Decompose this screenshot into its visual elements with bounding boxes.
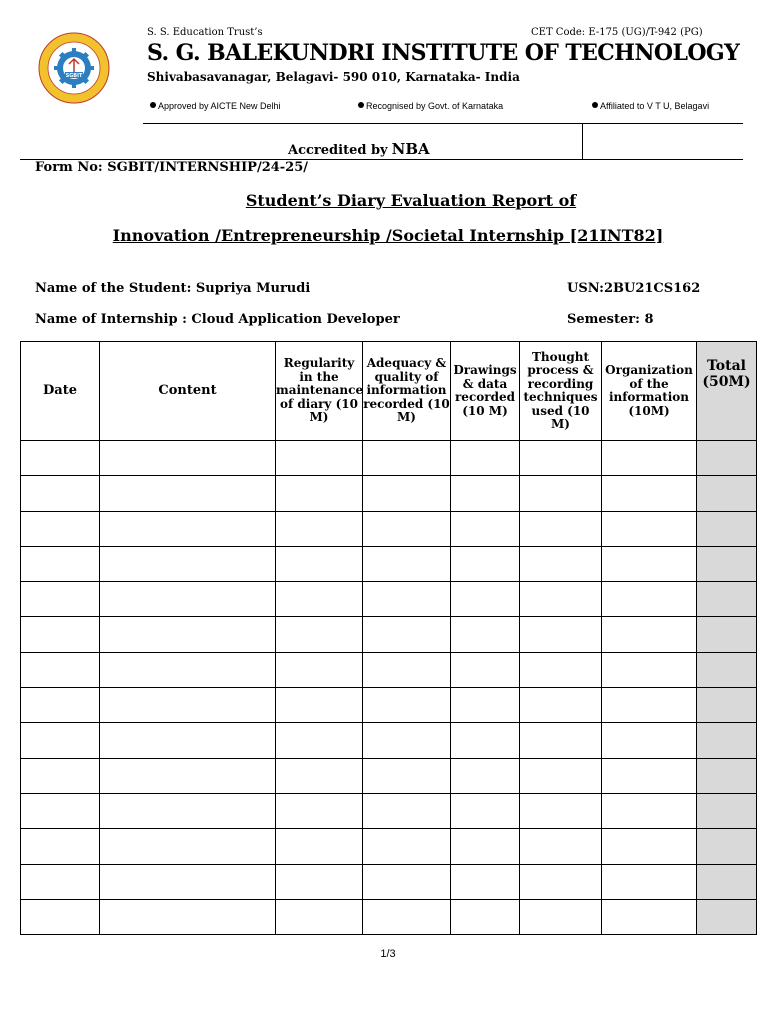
table-cell[interactable] — [363, 723, 451, 758]
college-address: Shivabasavanagar, Belagavi- 590 010, Karnataka- India — [147, 70, 520, 84]
form-number: Form No: SGBIT/INTERNSHIP/24-25/ — [35, 160, 309, 175]
table-row — [21, 688, 757, 723]
table-cell[interactable] — [451, 652, 520, 687]
bullet-icon — [358, 102, 364, 108]
table-cell[interactable] — [520, 511, 602, 546]
total-cell[interactable] — [697, 793, 757, 828]
table-cell[interactable] — [363, 617, 451, 652]
table-cell[interactable] — [363, 511, 451, 546]
table-cell[interactable] — [602, 652, 697, 687]
table-cell[interactable] — [21, 617, 100, 652]
table-row — [21, 864, 757, 899]
evaluation-table — [20, 341, 757, 935]
table-cell[interactable] — [21, 652, 100, 687]
table-cell[interactable] — [602, 899, 697, 934]
table-cell[interactable] — [363, 652, 451, 687]
table-cell[interactable] — [520, 829, 602, 864]
table-cell[interactable] — [363, 688, 451, 723]
table-row — [21, 617, 757, 652]
table-cell[interactable] — [276, 617, 363, 652]
table-cell[interactable] — [520, 723, 602, 758]
table-cell[interactable] — [451, 864, 520, 899]
table-cell[interactable] — [276, 441, 363, 476]
total-cell[interactable] — [697, 511, 757, 546]
table-cell[interactable] — [21, 546, 100, 581]
student-usn: USN:2BU21CS162 — [567, 281, 701, 296]
header-divider-top — [143, 123, 743, 124]
table-cell[interactable] — [100, 829, 276, 864]
table-cell[interactable] — [520, 864, 602, 899]
total-cell[interactable] — [697, 546, 757, 581]
student-name: Name of the Student: Supriya Murudi — [35, 281, 311, 296]
column-header-date: Date — [21, 342, 100, 441]
table-cell[interactable] — [602, 441, 697, 476]
accreditation-body: NBA — [391, 140, 430, 158]
bullet-icon — [150, 102, 156, 108]
table-cell[interactable] — [276, 546, 363, 581]
table-cell[interactable] — [276, 511, 363, 546]
table-row — [21, 582, 757, 617]
table-cell[interactable] — [520, 652, 602, 687]
column-header-content: Content — [100, 342, 276, 441]
college-name: S. G. BALEKUNDRI INSTITUTE OF TECHNOLOGY — [147, 40, 740, 66]
table-cell[interactable] — [276, 793, 363, 828]
table-cell[interactable] — [21, 793, 100, 828]
table-cell[interactable] — [21, 476, 100, 511]
affiliation-label: Recognised by Govt. of Karnataka — [366, 101, 504, 111]
table-cell[interactable] — [363, 758, 451, 793]
table-cell[interactable] — [520, 899, 602, 934]
table-cell[interactable] — [520, 476, 602, 511]
table-cell[interactable] — [602, 864, 697, 899]
table-cell[interactable] — [276, 652, 363, 687]
table-cell[interactable] — [100, 617, 276, 652]
table-header-row — [21, 342, 757, 441]
column-header-adequacy: Adequacy & quality of information recorded (10 M) — [363, 342, 451, 441]
table-cell[interactable] — [602, 758, 697, 793]
total-cell[interactable] — [697, 899, 757, 934]
table-cell[interactable] — [602, 546, 697, 581]
total-cell[interactable] — [697, 476, 757, 511]
table-cell[interactable] — [451, 582, 520, 617]
table-cell[interactable] — [21, 582, 100, 617]
table-cell[interactable] — [100, 582, 276, 617]
table-cell[interactable] — [276, 476, 363, 511]
table-row — [21, 829, 757, 864]
affiliation-govt — [358, 101, 503, 111]
table-cell[interactable] — [100, 758, 276, 793]
table-cell[interactable] — [451, 793, 520, 828]
table-row — [21, 723, 757, 758]
total-cell[interactable] — [697, 688, 757, 723]
table-cell[interactable] — [451, 723, 520, 758]
table-cell[interactable] — [100, 511, 276, 546]
header-divider-vertical — [582, 123, 583, 160]
table-row — [21, 511, 757, 546]
table-cell[interactable] — [520, 758, 602, 793]
total-cell[interactable] — [697, 652, 757, 687]
table-cell[interactable] — [276, 829, 363, 864]
table-cell[interactable] — [602, 582, 697, 617]
column-header-thought-process: Thought process & recording techniques used (10 M) — [520, 342, 602, 441]
table-cell[interactable] — [363, 546, 451, 581]
table-cell[interactable] — [276, 582, 363, 617]
table-cell[interactable] — [602, 793, 697, 828]
table-cell[interactable] — [602, 723, 697, 758]
college-seal-logo — [38, 32, 110, 104]
total-cell[interactable] — [697, 617, 757, 652]
affiliation-aicte — [150, 101, 281, 111]
table-cell[interactable] — [363, 864, 451, 899]
bullet-icon — [592, 102, 598, 108]
table-cell[interactable] — [276, 864, 363, 899]
table-cell[interactable] — [100, 441, 276, 476]
internship-name: Name of Internship : Cloud Application Developer — [35, 312, 400, 327]
table-cell[interactable] — [363, 582, 451, 617]
table-cell[interactable] — [100, 476, 276, 511]
table-cell[interactable] — [363, 793, 451, 828]
table-cell[interactable] — [520, 793, 602, 828]
report-title: Student’s Diary Evaluation Report of — [245, 191, 577, 210]
table-cell[interactable] — [520, 688, 602, 723]
trust-name: S. S. Education Trust’s — [147, 27, 263, 38]
column-header-drawings: Drawings & data recorded (10 M) — [451, 342, 520, 441]
table-cell[interactable] — [100, 793, 276, 828]
table-cell[interactable] — [451, 758, 520, 793]
affiliation-label: Affiliated to V T U, Belagavi — [600, 101, 710, 111]
table-row — [21, 441, 757, 476]
column-header-organization: Organization of the information (10M) — [602, 342, 697, 441]
table-cell[interactable] — [363, 441, 451, 476]
table-cell[interactable] — [520, 617, 602, 652]
table-cell[interactable] — [100, 899, 276, 934]
table-row — [21, 899, 757, 934]
table-cell[interactable] — [602, 829, 697, 864]
total-cell[interactable] — [697, 829, 757, 864]
table-row — [21, 546, 757, 581]
student-semester: Semester: 8 — [567, 312, 654, 327]
table-cell[interactable] — [602, 688, 697, 723]
table-cell[interactable] — [21, 864, 100, 899]
report-subtitle: Innovation /Entrepreneurship /Societal Internship [21INT82] — [112, 226, 664, 245]
table-cell[interactable] — [451, 546, 520, 581]
table-cell[interactable] — [21, 511, 100, 546]
table-row — [21, 758, 757, 793]
table-cell[interactable] — [276, 723, 363, 758]
table-cell[interactable] — [100, 688, 276, 723]
total-cell[interactable] — [697, 758, 757, 793]
table-cell[interactable] — [602, 476, 697, 511]
page-number: 1/3 — [380, 948, 396, 960]
table-cell[interactable] — [451, 441, 520, 476]
table-cell[interactable] — [276, 899, 363, 934]
table-cell[interactable] — [451, 688, 520, 723]
logo-text: SGBIT — [65, 73, 83, 79]
table-cell[interactable] — [451, 511, 520, 546]
table-cell[interactable] — [276, 688, 363, 723]
table-cell[interactable] — [21, 758, 100, 793]
table-row — [21, 476, 757, 511]
table-cell[interactable] — [602, 511, 697, 546]
accreditation-label: Accredited by — [288, 143, 388, 158]
table-cell[interactable] — [602, 617, 697, 652]
table-cell[interactable] — [21, 723, 100, 758]
table-cell[interactable] — [520, 441, 602, 476]
accreditation — [288, 140, 430, 158]
table-cell[interactable] — [21, 899, 100, 934]
table-cell[interactable] — [100, 546, 276, 581]
table-cell[interactable] — [21, 688, 100, 723]
table-cell[interactable] — [100, 723, 276, 758]
affiliation-vtu — [592, 101, 709, 111]
table-cell[interactable] — [276, 758, 363, 793]
table-cell[interactable] — [21, 441, 100, 476]
table-cell[interactable] — [451, 899, 520, 934]
affiliation-label: Approved by AICTE New Delhi — [158, 101, 281, 111]
table-cell[interactable] — [451, 829, 520, 864]
total-cell[interactable] — [697, 864, 757, 899]
total-cell[interactable] — [697, 582, 757, 617]
table-cell[interactable] — [363, 476, 451, 511]
table-cell[interactable] — [100, 864, 276, 899]
column-header-regularity: Regularity in the maintenance of diary (10 M) — [276, 342, 363, 441]
table-cell[interactable] — [21, 829, 100, 864]
table-cell[interactable] — [451, 617, 520, 652]
table-cell[interactable] — [520, 546, 602, 581]
table-cell[interactable] — [363, 899, 451, 934]
total-cell[interactable] — [697, 441, 757, 476]
table-cell[interactable] — [451, 476, 520, 511]
table-row — [21, 652, 757, 687]
table-cell[interactable] — [520, 582, 602, 617]
table-row — [21, 793, 757, 828]
total-cell[interactable] — [697, 723, 757, 758]
cet-code: CET Code: E-175 (UG)/T-942 (PG) — [531, 27, 703, 38]
table-cell[interactable] — [100, 652, 276, 687]
column-header-total: Total (50M) — [697, 342, 757, 441]
table-cell[interactable] — [363, 829, 451, 864]
